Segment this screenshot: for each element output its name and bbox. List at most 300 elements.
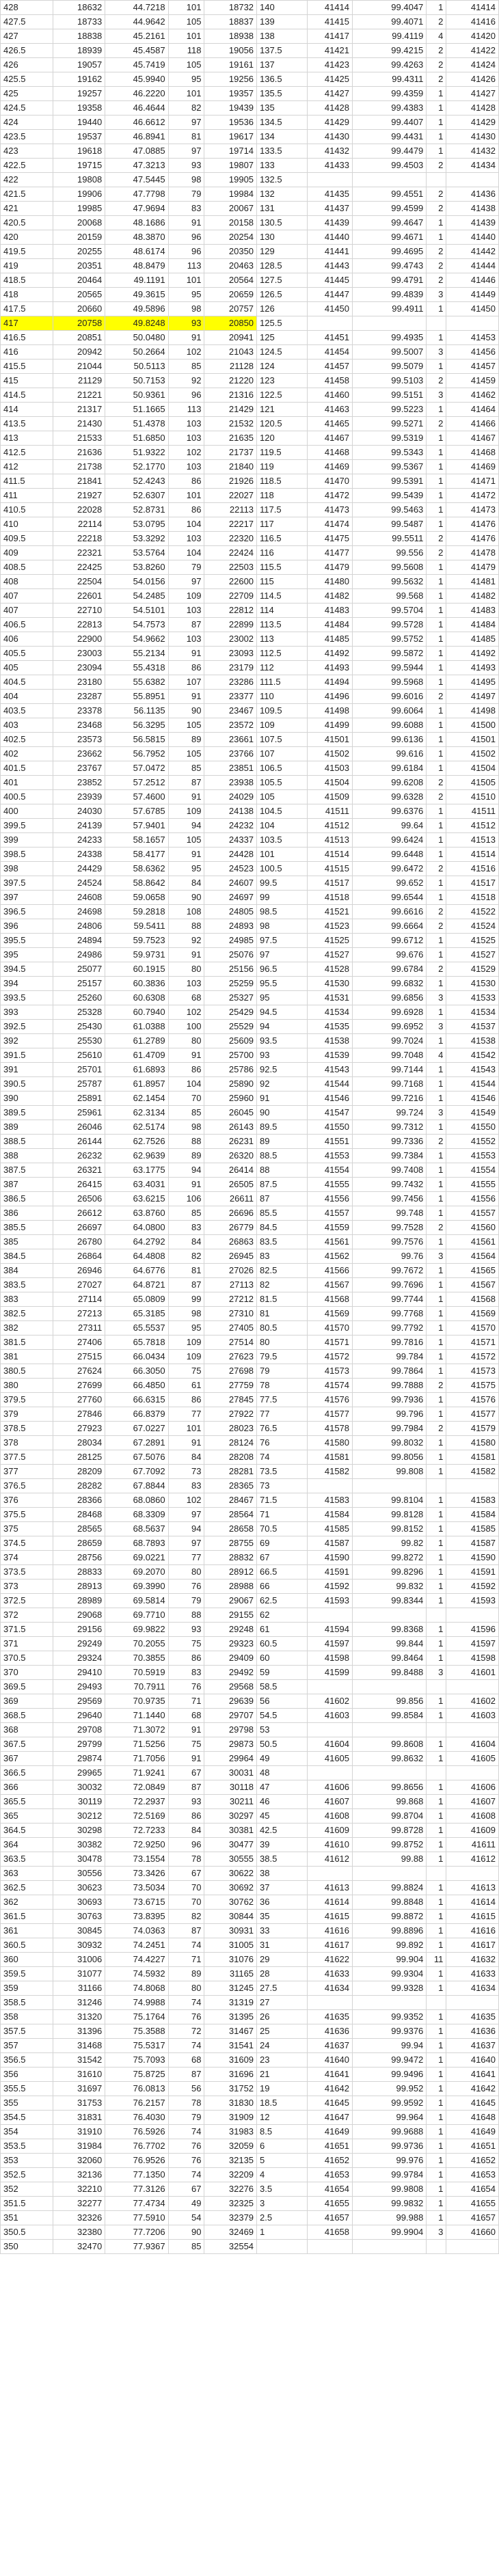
table-cell: 99.8344: [353, 1594, 427, 1608]
table-cell: 41636: [446, 2024, 499, 2039]
table-cell: 31609: [204, 2053, 257, 2067]
table-cell: 32059: [204, 2139, 257, 2154]
table-row: [1, 2067, 499, 2082]
table-cell: 26612: [53, 1206, 105, 1221]
table-cell: 424: [1, 116, 53, 130]
table-cell: 414.5: [1, 388, 53, 403]
table-cell: 407: [1, 604, 53, 618]
table-cell: 1: [427, 675, 446, 690]
table-cell: 41427: [446, 87, 499, 101]
table-cell: 41529: [446, 962, 499, 977]
table-cell: 1: [427, 1092, 446, 1106]
table-cell: 23094: [53, 661, 105, 675]
table-cell: 63.1775: [105, 1163, 168, 1178]
table-cell: 99.9592: [353, 2096, 427, 2111]
table-cell: 41481: [446, 575, 499, 589]
table-row: [1, 690, 499, 704]
table-cell: 100: [168, 1020, 204, 1034]
table-row: [1, 116, 499, 130]
table-cell: 41442: [446, 245, 499, 259]
table-cell: 73: [257, 1479, 308, 1493]
table-cell: 20565: [53, 288, 105, 302]
table-cell: 99.7984: [353, 1422, 427, 1436]
table-cell: 1: [427, 1651, 446, 1666]
table-cell: 62.1454: [105, 1092, 168, 1106]
table-cell: 41466: [446, 417, 499, 431]
table-cell: [353, 316, 427, 331]
table-cell: 117.5: [257, 503, 308, 517]
table-cell: 41633: [307, 1967, 352, 1981]
table-cell: 20464: [53, 273, 105, 288]
table-row: [1, 1580, 499, 1594]
table-cell: 35: [257, 1910, 308, 1924]
table-row: [1, 632, 499, 647]
table-row: [1, 962, 499, 977]
table-cell: 99.9808: [353, 2182, 427, 2197]
table-cell: 1: [427, 1967, 446, 1981]
table-cell: 41456: [446, 345, 499, 360]
table-cell: 89: [168, 733, 204, 747]
table-cell: 31005: [204, 1938, 257, 1953]
table-row: [1, 761, 499, 776]
table-cell: 1: [427, 1809, 446, 1823]
table-cell: 376: [1, 1493, 53, 1508]
table-cell: 66: [257, 1580, 308, 1594]
table-cell: 361.5: [1, 1910, 53, 1924]
table-cell: 1: [427, 575, 446, 589]
table-cell: 41637: [446, 2039, 499, 2053]
table-cell: 26779: [204, 1221, 257, 1235]
table-cell: 79: [168, 560, 204, 575]
table-cell: 386: [1, 1206, 53, 1221]
table-cell: 367: [1, 1752, 53, 1766]
table-cell: 99.5223: [353, 403, 427, 417]
table-cell: 41571: [307, 1336, 352, 1350]
table-cell: 99.6184: [353, 761, 427, 776]
table-cell: 99.5872: [353, 647, 427, 661]
table-cell: 390: [1, 1092, 53, 1106]
table-cell: 41560: [446, 1221, 499, 1235]
table-cell: 99.4791: [353, 273, 427, 288]
table-cell: 41457: [307, 360, 352, 374]
table-cell: 22218: [53, 532, 105, 546]
table-cell: 127.5: [257, 273, 308, 288]
table-cell: 28124: [204, 1436, 257, 1450]
table-cell: 428: [1, 1, 53, 15]
table-cell: 41513: [446, 833, 499, 848]
table-cell: 99.5103: [353, 374, 427, 388]
table-cell: 30477: [204, 1838, 257, 1852]
table-cell: [353, 1867, 427, 1881]
table-cell: 26415: [53, 1178, 105, 1192]
table-cell: 41582: [446, 1465, 499, 1479]
table-cell: 41583: [307, 1493, 352, 1508]
table-cell: 397.5: [1, 876, 53, 891]
table-cell: 99.5079: [353, 360, 427, 374]
table-cell: 99.82: [353, 1536, 427, 1551]
table-cell: 99.7864: [353, 1364, 427, 1379]
table-cell: 20350: [204, 245, 257, 259]
table-cell: 25429: [204, 1005, 257, 1020]
table-cell: 94: [168, 1163, 204, 1178]
table-cell: 32135: [204, 2154, 257, 2168]
table-cell: 372: [1, 1608, 53, 1623]
table-cell: 41498: [307, 704, 352, 718]
table-cell: 1: [427, 2139, 446, 2154]
table-cell: 353.5: [1, 2139, 53, 2154]
table-cell: 41655: [307, 2197, 352, 2211]
table-cell: 19162: [53, 72, 105, 87]
table-cell: 41425: [307, 72, 352, 87]
table-cell: 99.4479: [353, 144, 427, 159]
table-cell: 4: [257, 2168, 308, 2182]
table-cell: 56.1135: [105, 704, 168, 718]
table-cell: 1: [427, 1149, 446, 1163]
table-row: [1, 1393, 499, 1407]
table-cell: 75: [168, 1637, 204, 1651]
table-cell: 41576: [446, 1393, 499, 1407]
table-cell: 82: [168, 101, 204, 116]
table-cell: 99.988: [353, 2211, 427, 2225]
table-cell: 19358: [53, 101, 105, 116]
table-cell: 354.5: [1, 2111, 53, 2125]
table-cell: [307, 316, 352, 331]
table-row: [1, 1981, 499, 1996]
table-row: [1, 302, 499, 316]
table-cell: 47.9694: [105, 202, 168, 216]
table-cell: 41550: [307, 1120, 352, 1135]
table-cell: 31697: [53, 2082, 105, 2096]
table-cell: 30556: [53, 1867, 105, 1881]
table-cell: 29874: [53, 1752, 105, 1766]
table-row: [1, 1077, 499, 1092]
table-cell: 77.7206: [105, 2225, 168, 2240]
table-cell: 69.7710: [105, 1608, 168, 1623]
table-cell: 41424: [446, 58, 499, 72]
table-cell: 104: [257, 819, 308, 833]
table-cell: 41525: [446, 934, 499, 948]
table-cell: 3: [427, 1249, 446, 1264]
table-cell: 382: [1, 1321, 53, 1336]
table-cell: 22813: [53, 618, 105, 632]
table-cell: 63.8760: [105, 1206, 168, 1221]
table-cell: 403: [1, 718, 53, 733]
table-cell: 93: [168, 316, 204, 331]
table-cell: 31165: [204, 1967, 257, 1981]
table-cell: 98.5: [257, 905, 308, 919]
table-cell: 99.8704: [353, 1809, 427, 1823]
table-cell: 1: [427, 360, 446, 374]
table-cell: 21738: [53, 460, 105, 474]
table-cell: 62.5: [257, 1594, 308, 1608]
table-cell: 41543: [446, 1063, 499, 1077]
table-cell: 2: [427, 546, 446, 560]
table-cell: [353, 1766, 427, 1780]
table-cell: 83: [257, 1249, 308, 1264]
table-cell: 118: [257, 489, 308, 503]
table-cell: 25787: [53, 1077, 105, 1092]
table-cell: 31610: [53, 2067, 105, 2082]
table-cell: 41527: [307, 948, 352, 962]
table-cell: 1: [427, 1938, 446, 1953]
table-cell: 104: [168, 1077, 204, 1092]
table-cell: 99.7048: [353, 1048, 427, 1063]
table-cell: 399.5: [1, 819, 53, 833]
table-cell: 97: [168, 575, 204, 589]
table-cell: 71.7056: [105, 1752, 168, 1766]
table-cell: 91: [168, 1178, 204, 1192]
table-cell: 103: [168, 532, 204, 546]
table-cell: 41450: [307, 302, 352, 316]
table-cell: 388: [1, 1149, 53, 1163]
table-cell: 41557: [307, 1206, 352, 1221]
table-cell: 99.4119: [353, 29, 427, 44]
table-cell: 41428: [307, 101, 352, 116]
table-cell: 25157: [53, 977, 105, 991]
table-cell: 67.8844: [105, 1479, 168, 1493]
table-cell: 1: [427, 876, 446, 891]
table-cell: 41512: [446, 819, 499, 833]
table-cell: 105: [168, 833, 204, 848]
table-cell: 65.5537: [105, 1321, 168, 1336]
table-row: [1, 1106, 499, 1120]
table-cell: 73.6715: [105, 1895, 168, 1910]
table-cell: 423.5: [1, 130, 53, 144]
table-cell: 90: [168, 891, 204, 905]
table-cell: 41614: [307, 1895, 352, 1910]
table-cell: 31245: [204, 1981, 257, 1996]
table-cell: 86: [168, 1651, 204, 1666]
table-row: [1, 747, 499, 761]
table-cell: 73.3426: [105, 1867, 168, 1881]
table-cell: 41417: [307, 29, 352, 44]
table-cell: 99.8152: [353, 1522, 427, 1536]
table-cell: 25786: [204, 1063, 257, 1077]
table-cell: 30763: [53, 1910, 105, 1924]
table-cell: 24986: [53, 948, 105, 962]
table-cell: 1: [427, 589, 446, 604]
table-cell: 372.5: [1, 1594, 53, 1608]
table-row: [1, 403, 499, 417]
table-cell: 41551: [307, 1135, 352, 1149]
table-cell: 41635: [307, 2010, 352, 2024]
table-cell: 21220: [204, 374, 257, 388]
table-cell: 406.5: [1, 618, 53, 632]
table-row: [1, 2225, 499, 2240]
table-cell: 389.5: [1, 1106, 53, 1120]
table-cell: 41446: [446, 273, 499, 288]
table-cell: 31542: [53, 2053, 105, 2067]
table-cell: 99.6928: [353, 1005, 427, 1020]
table-cell: 41549: [446, 1106, 499, 1120]
table-cell: 56.5815: [105, 733, 168, 747]
table-cell: 21532: [204, 417, 257, 431]
table-cell: 41495: [446, 675, 499, 690]
table-cell: 27026: [204, 1264, 257, 1278]
table-cell: 99.9688: [353, 2125, 427, 2139]
table-cell: 41583: [446, 1493, 499, 1508]
table-cell: 29492: [204, 1666, 257, 1680]
table-cell: 101: [168, 87, 204, 101]
table-cell: 118: [168, 44, 204, 58]
table-cell: 22812: [204, 604, 257, 618]
table-cell: 359: [1, 1981, 53, 1996]
table-cell: 41585: [446, 1522, 499, 1536]
table-cell: 61: [257, 1623, 308, 1637]
table-cell: 41440: [446, 230, 499, 245]
table-cell: 65.0809: [105, 1292, 168, 1307]
table-cell: 26696: [204, 1206, 257, 1221]
table-cell: 18837: [204, 15, 257, 29]
table-cell: 99.7024: [353, 1034, 427, 1048]
table-cell: 99.6544: [353, 891, 427, 905]
table-cell: 41438: [446, 202, 499, 216]
table-cell: 129: [257, 245, 308, 259]
table-cell: 41564: [446, 1249, 499, 1264]
table-cell: 95: [257, 991, 308, 1005]
table-cell: 99.4911: [353, 302, 427, 316]
table-cell: 24698: [53, 905, 105, 919]
table-cell: 41430: [307, 130, 352, 144]
table-cell: 71: [168, 1694, 204, 1709]
table-cell: 26144: [53, 1135, 105, 1149]
table-cell: 23467: [204, 704, 257, 718]
table-row: [1, 2240, 499, 2254]
table-cell: 409: [1, 546, 53, 560]
table-cell: 357: [1, 2039, 53, 2053]
table-cell: 25327: [204, 991, 257, 1005]
table-cell: 85: [168, 360, 204, 374]
table-cell: 26863: [204, 1235, 257, 1249]
table-row: [1, 804, 499, 819]
table-row: [1, 1694, 499, 1709]
table-cell: 3: [427, 991, 446, 1005]
table-cell: 404: [1, 690, 53, 704]
table-cell: 99.8056: [353, 1450, 427, 1465]
table-cell: 427.5: [1, 15, 53, 29]
table-cell: 387.5: [1, 1163, 53, 1178]
table-cell: 79: [168, 1594, 204, 1608]
table-cell: [307, 1479, 352, 1493]
table-cell: 401: [1, 776, 53, 790]
table-cell: 99.7312: [353, 1120, 427, 1135]
table-cell: 116.5: [257, 532, 308, 546]
table-cell: 1: [427, 1924, 446, 1938]
table-cell: 21316: [204, 388, 257, 403]
table-cell: 3: [427, 2225, 446, 2240]
table-cell: 21128: [204, 360, 257, 374]
table-cell: 19256: [204, 72, 257, 87]
table-cell: 99.4743: [353, 259, 427, 273]
table-cell: 41539: [307, 1048, 352, 1063]
table-cell: 23287: [53, 690, 105, 704]
table-cell: 64.8721: [105, 1278, 168, 1292]
table-cell: 21737: [204, 446, 257, 460]
table-cell: 41652: [307, 2154, 352, 2168]
table-cell: 41421: [307, 44, 352, 58]
table-cell: 107.5: [257, 733, 308, 747]
table-cell: 99.6616: [353, 905, 427, 919]
table-cell: 32209: [204, 2168, 257, 2182]
table-cell: 41653: [446, 2168, 499, 2182]
table-row: [1, 776, 499, 790]
table-cell: 93: [168, 1795, 204, 1809]
table-cell: 29155: [204, 1608, 257, 1623]
table-cell: 41604: [446, 1737, 499, 1752]
table-cell: 27405: [204, 1321, 257, 1336]
table-cell: 392.5: [1, 1020, 53, 1034]
table-row: [1, 1709, 499, 1723]
table-cell: 108: [168, 905, 204, 919]
table-cell: 30212: [53, 1809, 105, 1823]
table-cell: 41429: [446, 116, 499, 130]
table-cell: 41658: [307, 2225, 352, 2240]
table-cell: 57.2512: [105, 776, 168, 790]
table-cell: 23286: [204, 675, 257, 690]
table-cell: [446, 2240, 499, 2254]
table-cell: 99.4215: [353, 44, 427, 58]
table-cell: 24524: [53, 876, 105, 891]
table-cell: 366.5: [1, 1766, 53, 1780]
table-cell: 41573: [446, 1364, 499, 1379]
table-cell: 21429: [204, 403, 257, 417]
table-row: [1, 1436, 499, 1450]
table-cell: 77.1350: [105, 2168, 168, 2182]
table-cell: 30693: [53, 1895, 105, 1910]
table-cell: 81.5: [257, 1292, 308, 1307]
table-cell: 1: [427, 1407, 446, 1422]
table-cell: 99.7336: [353, 1135, 427, 1149]
table-row: [1, 1192, 499, 1206]
table-row: [1, 1780, 499, 1795]
table-cell: 97: [257, 948, 308, 962]
table-cell: 41645: [446, 2096, 499, 2111]
table-cell: 41492: [446, 647, 499, 661]
table-cell: 41537: [446, 1020, 499, 1034]
table-cell: 1: [427, 101, 446, 116]
table-row: [1, 1149, 499, 1163]
table-cell: 41511: [446, 804, 499, 819]
table-cell: 1: [427, 1005, 446, 1020]
table-cell: 2: [427, 202, 446, 216]
table-cell: 31396: [53, 2024, 105, 2039]
table-cell: 1: [427, 1292, 446, 1307]
table-cell: 20463: [204, 259, 257, 273]
table-cell: 30623: [53, 1881, 105, 1895]
table-cell: 84.5: [257, 1221, 308, 1235]
table-cell: 86: [168, 503, 204, 517]
table-cell: 30932: [53, 1938, 105, 1953]
table-cell: 41635: [446, 2010, 499, 2024]
table-cell: 41422: [446, 44, 499, 58]
table-cell: [353, 2240, 427, 2254]
table-row: [1, 1924, 499, 1938]
table-cell: 41478: [446, 546, 499, 560]
table-cell: 99.7144: [353, 1063, 427, 1077]
table-cell: 2: [427, 72, 446, 87]
table-cell: 77.5: [257, 1393, 308, 1407]
table-cell: 1: [427, 1450, 446, 1465]
table-cell: 41427: [307, 87, 352, 101]
table-cell: 400: [1, 804, 53, 819]
table-cell: 24233: [53, 833, 105, 848]
table-cell: 11: [427, 1953, 446, 1967]
table-cell: 99.6424: [353, 833, 427, 848]
table-cell: 115: [257, 575, 308, 589]
table-cell: 21129: [53, 374, 105, 388]
table-cell: 45: [257, 1809, 308, 1823]
table-cell: 367.5: [1, 1737, 53, 1752]
